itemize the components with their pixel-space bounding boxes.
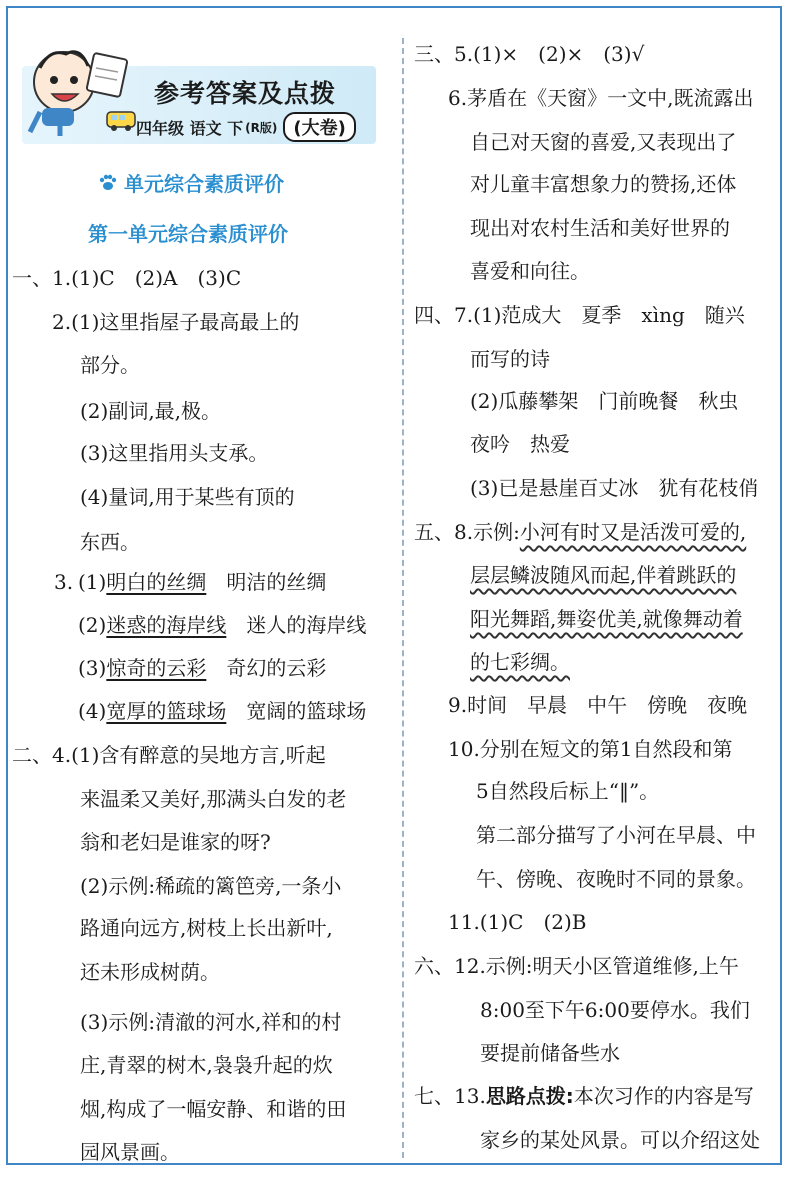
answer-line: 5自然段后标上“‖”。 (476, 779, 660, 803)
answer-line: (3)这里指用头支承。 (80, 441, 269, 465)
answer-line: 自己对天窗的喜爱,又表现出了 (470, 130, 737, 154)
answer-line: 第二部分描写了小河在早晨、中 (476, 823, 756, 847)
example-sentence: 层层鳞波随风而起,伴着跳跃的 (470, 563, 737, 587)
wrong-phrase: 宽厚的篮球场 (106, 699, 227, 723)
item-number: (4) (78, 699, 107, 723)
subtitle-row (136, 112, 356, 142)
school-bus-icon (106, 110, 136, 132)
column-divider (402, 38, 404, 1158)
answer-line: 9.时间 早晨 中午 傍晚 夜晚 (448, 693, 748, 717)
answer-line: 二、4.(1)含有醉意的吴地方言,听起 (12, 743, 326, 767)
word-pair-row (78, 568, 326, 596)
word-pair-row (78, 697, 366, 725)
answer-line: 午、傍晚、夜晚时不同的景象。 (476, 867, 756, 891)
answer-line: 四、7.(1)范成大 夏季 xìng 随兴 (414, 303, 745, 327)
answer-line: 烟,构成了一幅安静、和谐的田 (80, 1097, 347, 1121)
correct-phrase: 迷人的海岸线 (246, 613, 367, 637)
answer-line: 六、12.示例:明天小区管道维修,上午 (414, 954, 739, 978)
answer-line: 6.茅盾在《天窗》一文中,既流露出 (448, 86, 754, 110)
wrong-phrase: 明白的丝绸 (106, 570, 207, 594)
answer-line: 喜爱和向往。 (470, 259, 590, 283)
category-text: 单元综合素质评价 (124, 172, 284, 196)
example-sentence: 的七彩绸。 (470, 650, 570, 674)
volume-badge: (大卷) (283, 112, 355, 142)
word-pair-row (78, 654, 326, 682)
hint-text: 本次习作的内容是写 (573, 1084, 754, 1108)
answer-line: (3)示例:清澈的河水,祥和的村 (80, 1010, 342, 1034)
wrong-phrase: 惊奇的云彩 (106, 656, 207, 680)
answer-line: 还未形成树荫。 (80, 960, 220, 984)
correct-phrase: 奇幻的云彩 (226, 656, 327, 680)
answer-line: (2)副词,最,极。 (80, 399, 222, 423)
answer-line: 东西。 (80, 530, 140, 554)
answer-line (414, 1082, 754, 1110)
hint-label: 思路点拨: (485, 1084, 574, 1108)
answer-line: (2)示例:稀疏的篱笆旁,一条小 (80, 874, 342, 898)
answer-line: 三、5.(1)× (2)× (3)√ (414, 42, 645, 66)
answer-line: 夜吟 热爱 (470, 432, 570, 456)
answer-line: 11.(1)C (2)B (448, 910, 587, 934)
wrong-phrase: 迷惑的海岸线 (106, 613, 227, 637)
answer-line: 庄,青翠的树木,袅袅升起的炊 (80, 1053, 333, 1077)
word-pair-row (78, 611, 366, 639)
item-number: (2) (78, 613, 107, 637)
answer-line: (4)量词,用于某些有顶的 (80, 485, 295, 509)
item-number: (1) (78, 570, 107, 594)
answer-line: 而写的诗 (470, 347, 550, 371)
answer-line (414, 518, 746, 546)
answer-line: 家乡的某处风景。可以介绍这处 (480, 1128, 760, 1152)
paw-print-icon (98, 173, 118, 193)
answer-line: 来温柔又美好,那满头白发的老 (80, 787, 347, 811)
answer-line: 一、1.(1)C (2)A (3)C (12, 266, 242, 290)
category-heading (98, 168, 284, 197)
example-sentence: 小河有时又是活泼可爱的, (519, 520, 747, 544)
answer-line (470, 648, 570, 676)
question-label: 七、13. (414, 1084, 486, 1108)
correct-phrase: 宽阔的篮球场 (246, 699, 367, 723)
answer-page (6, 6, 782, 1165)
example-sentence: 阳光舞蹈,舞姿优美,就像舞动着 (470, 607, 743, 631)
answer-line: 要提前储备些水 (480, 1041, 620, 1065)
answer-line: 路通向远方,树枝上长出新叶, (80, 916, 333, 940)
unit-heading: 第一单元综合素质评价 (88, 222, 288, 246)
correct-phrase: 明洁的丝绸 (226, 570, 327, 594)
answer-header (22, 62, 376, 148)
answer-line: 翁和老妇是谁家的呀? (80, 830, 271, 854)
question-label: 五、8.示例: (414, 520, 520, 544)
question-number: 3. (54, 570, 74, 594)
item-number: (3) (78, 656, 107, 680)
answer-line: 8:00至下午6:00要停水。我们 (480, 998, 750, 1022)
grade-subject: 四年级 语文 下 (136, 118, 244, 138)
answer-line: 10.分别在短文的第1自然段和第 (448, 737, 733, 761)
answer-line: (3)已是悬崖百丈冰 犹有花枝俏 (470, 476, 759, 500)
answer-line: 现出对农村生活和美好世界的 (470, 216, 730, 240)
answer-line: 2.(1)这里指屋子最高最上的 (52, 310, 300, 334)
page-title: 参考答案及点拨 (154, 79, 337, 108)
answer-line: 对儿童丰富想象力的赞扬,还体 (470, 172, 737, 196)
answer-line: (2)瓜藤攀架 门前晚餐 秋虫 (470, 389, 739, 413)
answer-line: 部分。 (80, 353, 140, 377)
answer-line: 园风景画。 (80, 1140, 180, 1164)
edition: (R版) (245, 120, 278, 135)
